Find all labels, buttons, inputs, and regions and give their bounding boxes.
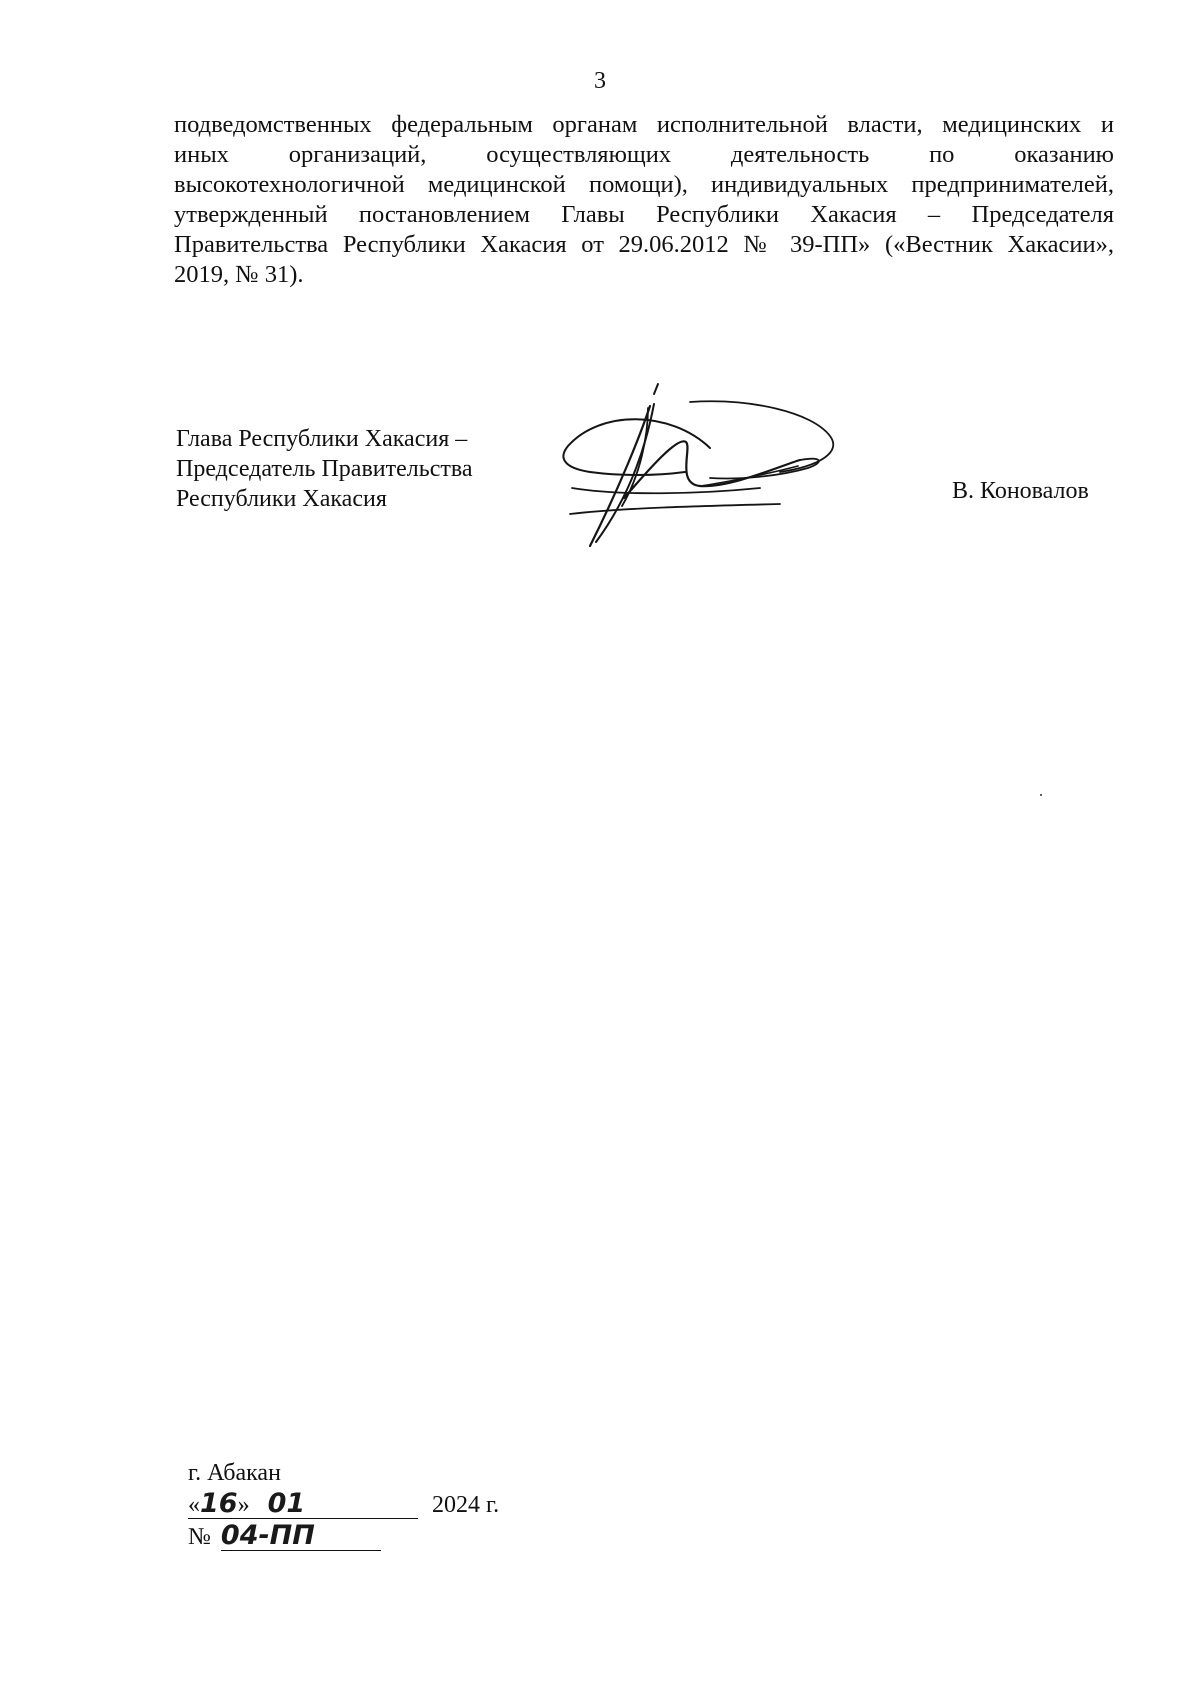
number-value: 04-ПП (220, 1520, 315, 1551)
scan-speck (1040, 794, 1042, 796)
signer-title-line: Председатель Правительства (176, 456, 473, 482)
document-footer (188, 1458, 499, 1554)
handwritten-signature (550, 376, 870, 556)
number-line (188, 1522, 499, 1554)
city: г. Абакан (188, 1460, 281, 1486)
date-open-quote: « (188, 1492, 200, 1518)
body-line: 2019, № 31). (174, 261, 304, 288)
body-line: иных организаций, осуществляющих деятельность по оказанию (174, 141, 1114, 168)
body-line: Правительства Республики Хакасия от 29.06.2012 № 39-ПП» («Вестник Хакасии», (174, 231, 1114, 258)
signer-title-line: Республики Хакасия (176, 486, 387, 512)
date-field (188, 1488, 418, 1519)
signer-title (176, 424, 473, 514)
number-label: № (188, 1524, 211, 1550)
number-field (220, 1520, 381, 1551)
body-line: высокотехнологичной медицинской помощи), индивидуальных предпринимателей, (174, 171, 1114, 198)
date-close-quote: » (237, 1492, 250, 1518)
body-line: утвержденный постановлением Главы Республики Хакасия – Председателя (174, 201, 1114, 228)
signer-name: В. Коновалов (952, 478, 1089, 504)
body-paragraph (174, 110, 1114, 290)
city-line (188, 1458, 499, 1490)
date-line (188, 1490, 499, 1522)
date-month: 01 (267, 1488, 306, 1519)
signer-title-line: Глава Республики Хакасия – (176, 426, 468, 452)
page-number: 3 (594, 68, 606, 94)
date-year: 2024 г. (432, 1492, 500, 1518)
body-line: подведомственных федеральным органам исполнительной власти, медицинских и (174, 111, 1114, 138)
date-day: 16 (200, 1488, 238, 1519)
